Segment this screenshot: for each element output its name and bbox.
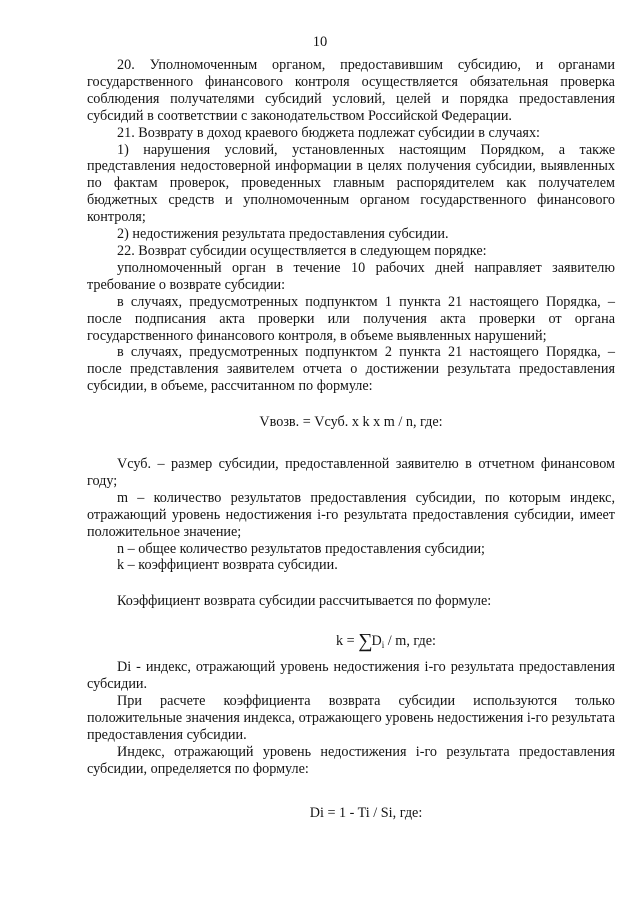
definition-m: m – количество результатов предоставления субсидии, по которым индекс, отражающий уровень недостижения i-го результата предоставления субсидии, имеет положительное значение; — [87, 489, 615, 540]
formula-k-d: D — [371, 633, 382, 650]
paragraph-22-request: уполномоченный орган в течение 10 рабочих дней направляет заявителю требование о возврате субсидии: — [87, 259, 615, 293]
index-intro: Индекс, отражающий уровень недостижения i-го результата предоставления субсидии, определяется по формуле: — [87, 743, 615, 777]
formula-k-subscript: i — [381, 640, 385, 651]
paragraph-21-item-2: 2) недостижения результата предоставления субсидии. — [117, 226, 449, 243]
coefficient-note: При расчете коэффициента возврата субсидии используются только положительные значения индекса, отражающего уровень недостижения i-го результата предоставления субсидии. — [87, 693, 615, 743]
definition-n: n – общее количество результатов предоставления субсидии; — [117, 540, 485, 557]
coefficient-intro: Коэффициент возврата субсидии рассчитывается по формуле: — [117, 593, 492, 610]
paragraph-21: 21. Возврату в доход краевого бюджета подлежат субсидии в случаях: — [117, 124, 540, 141]
formula-index: Di = 1 - Ti / Si, где: — [309, 804, 423, 821]
definition-vsub: Vсуб. – размер субсидии, предоставленной заявителю в отчетном финансовом году; — [87, 456, 615, 489]
formula-k-rest: / m, где: — [384, 633, 436, 650]
formula-coefficient — [87, 631, 615, 654]
paragraph-21-item-1: 1) нарушения условий, установленных настоящим Порядком, а также представления недостоверной информации в целях получения субсидии, выявленных по фактам проверок, проведенных главным распорядителем как получателем бюджетных средств и уполномоченным органом государственного финансового контроля; — [87, 141, 615, 226]
definition-k: k – коэффициент возврата субсидии. — [117, 557, 338, 574]
document-body — [87, 57, 615, 821]
definition-di: Di - индекс, отражающий уровень недостижения i-го результата предоставления субсидии. — [87, 659, 615, 693]
sum-symbol: ∑ — [358, 630, 372, 653]
formula-refund-volume: Vвозв. = Vсуб. x k x m / n, где: — [259, 414, 443, 431]
paragraph-22-case-1: в случаях, предусмотренных подпунктом 1 пункта 21 настоящего Порядка, – после подписания акта проверки или получения акта проверки от органа государственного финансового контроля, в объеме выявленных нарушений; — [87, 293, 615, 344]
page-number: 10 — [312, 34, 328, 50]
paragraph-22: 22. Возврат субсидии осуществляется в следующем порядке: — [117, 242, 487, 259]
paragraph-20: 20. Уполномоченным органом, предоставившим субсидию, и органами государственного финансового контроля осуществляется обязательная проверка соблюдения получателями субсидий условий, целей и порядка предоставления субсидий в соответствии с законодательством Российской Федерации. — [87, 57, 615, 124]
paragraph-22-case-2: в случаях, предусмотренных подпунктом 2 пункта 21 настоящего Порядка, – после представления заявителем отчета о достижении результата предоставления субсидии, в объеме, рассчитанном по формуле: — [87, 344, 615, 395]
formula-k-lhs: k = — [336, 633, 359, 650]
